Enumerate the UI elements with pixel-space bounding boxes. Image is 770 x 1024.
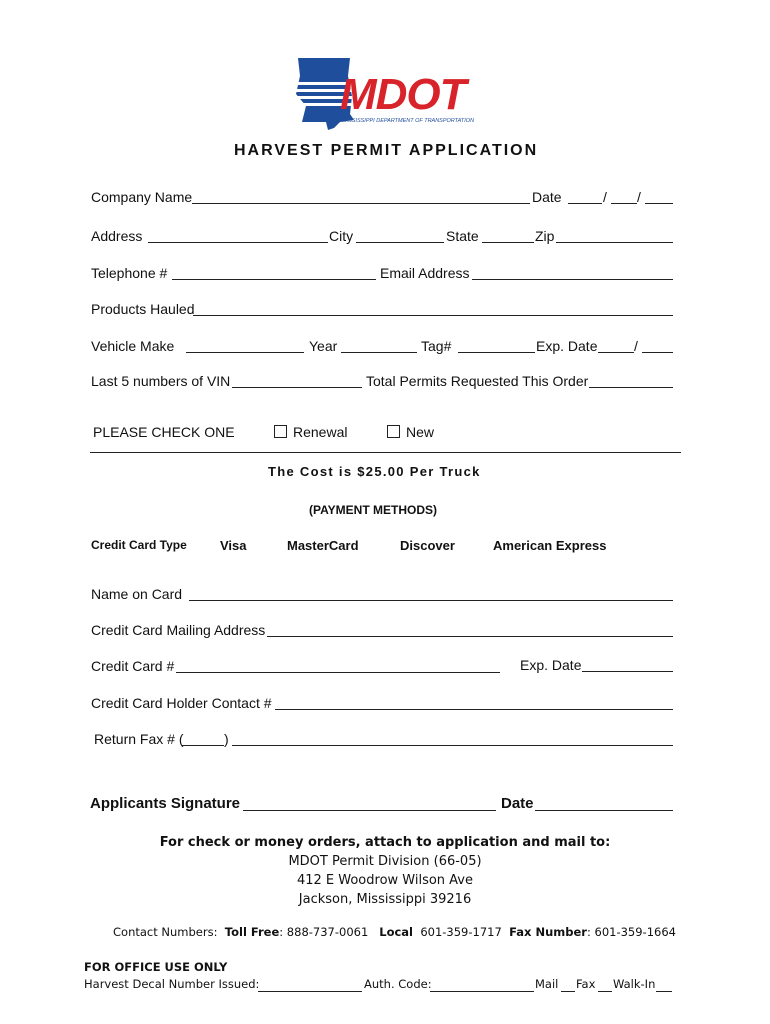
new-option[interactable] xyxy=(387,424,434,440)
vehicle-make-label: Vehicle Make xyxy=(91,338,175,354)
walkin-option-label: Walk-In xyxy=(613,977,656,991)
local-label: Local xyxy=(379,925,413,939)
mail-address-line-3: Jackson, Mississippi 39216 xyxy=(298,892,472,907)
fax-label: Fax Number xyxy=(509,925,587,939)
auth-code-label: Auth. Code: xyxy=(364,977,432,991)
office-use-heading: FOR OFFICE USE ONLY xyxy=(84,960,228,974)
walkin-option-field[interactable] xyxy=(656,991,672,992)
mail-address-line-2: 412 E Woodrow Wilson Ave xyxy=(296,873,474,888)
date-day-field[interactable] xyxy=(611,203,637,204)
vin-label: Last 5 numbers of VIN xyxy=(91,373,231,389)
card-exp-field[interactable] xyxy=(582,671,673,672)
tag-label: Tag# xyxy=(421,338,452,354)
date-slash-2: / xyxy=(637,189,641,205)
payment-methods-heading: (PAYMENT METHODS) xyxy=(309,503,438,517)
fax-option-field[interactable] xyxy=(598,991,612,992)
return-fax-field[interactable] xyxy=(232,745,673,746)
visa-option[interactable]: Visa xyxy=(220,538,247,553)
mastercard-option[interactable]: MasterCard xyxy=(287,538,359,553)
total-permits-field[interactable] xyxy=(589,387,673,388)
mdot-logo xyxy=(288,56,488,134)
return-fax-area-field[interactable] xyxy=(182,745,224,746)
signature-field[interactable] xyxy=(243,810,496,811)
date-month-field[interactable] xyxy=(568,203,602,204)
toll-free-label: Toll Free xyxy=(224,925,280,939)
mailing-address-field[interactable] xyxy=(267,636,673,637)
mail-instructions xyxy=(0,833,770,909)
auth-code-field[interactable] xyxy=(430,991,534,992)
exp-date-label: Exp. Date xyxy=(536,338,598,354)
fax-number: : 601-359-1664 xyxy=(586,925,676,939)
mailing-address-label: Credit Card Mailing Address xyxy=(91,622,266,638)
state-label: State xyxy=(446,228,479,244)
card-exp-label: Exp. Date xyxy=(520,657,582,673)
new-label: New xyxy=(406,424,435,440)
return-fax-label: Return Fax # ( xyxy=(94,731,184,747)
zip-label: Zip xyxy=(535,228,555,244)
renewal-option[interactable] xyxy=(274,424,347,440)
year-label: Year xyxy=(309,338,338,354)
exp-month-field[interactable] xyxy=(598,352,634,353)
page-title: HARVEST PERMIT APPLICATION xyxy=(234,142,539,159)
date-slash-1: / xyxy=(603,189,607,205)
signature-date-label: Date xyxy=(501,795,534,812)
products-hauled-field[interactable] xyxy=(193,315,673,316)
email-field[interactable] xyxy=(472,279,673,280)
local-number: 601-359-1717 xyxy=(420,925,502,939)
card-number-label: Credit Card # xyxy=(91,658,175,674)
telephone-label: Telephone # xyxy=(91,265,168,281)
company-name-field[interactable] xyxy=(192,203,530,204)
return-fax-close: ) xyxy=(224,731,229,747)
section-divider xyxy=(90,452,681,453)
tag-field[interactable] xyxy=(458,352,535,353)
discover-option[interactable]: Discover xyxy=(400,538,455,553)
exp-year-field[interactable] xyxy=(642,352,673,353)
year-field[interactable] xyxy=(341,352,417,353)
card-type-label: Credit Card Type xyxy=(91,538,187,552)
holder-contact-field[interactable] xyxy=(275,709,673,710)
vin-field[interactable] xyxy=(232,387,362,388)
zip-field[interactable] xyxy=(556,242,673,243)
telephone-field[interactable] xyxy=(172,279,376,280)
state-field[interactable] xyxy=(482,242,534,243)
date-label: Date xyxy=(532,189,562,205)
name-on-card-field[interactable] xyxy=(189,600,673,601)
holder-contact-label: Credit Card Holder Contact # xyxy=(91,695,272,711)
office-use-row xyxy=(84,977,684,995)
city-field[interactable] xyxy=(356,242,444,243)
decal-number-label: Harvest Decal Number Issued: xyxy=(84,977,260,991)
total-permits-label: Total Permits Requested This Order xyxy=(366,373,589,389)
exp-slash: / xyxy=(634,338,638,354)
amex-option[interactable]: American Express xyxy=(493,538,607,553)
city-label: City xyxy=(329,228,354,244)
check-one-label: PLEASE CHECK ONE xyxy=(93,424,235,440)
renewal-checkbox[interactable] xyxy=(274,425,287,438)
mail-option-field[interactable] xyxy=(561,991,575,992)
card-number-field[interactable] xyxy=(176,672,500,673)
contact-numbers xyxy=(113,925,676,939)
contact-prefix: Contact Numbers: xyxy=(113,925,218,939)
logo-wordmark: MDOT xyxy=(340,70,466,119)
new-checkbox[interactable] xyxy=(387,425,400,438)
logo-subtitle: MISSISSIPPI DEPARTMENT OF TRANSPORTATION xyxy=(342,118,475,124)
cost-text: The Cost is $25.00 Per Truck xyxy=(268,464,481,479)
signature-date-field[interactable] xyxy=(535,810,673,811)
decal-number-field[interactable] xyxy=(258,991,362,992)
address-label: Address xyxy=(91,228,143,244)
renewal-label: Renewal xyxy=(293,424,348,440)
name-on-card-label: Name on Card xyxy=(91,586,183,602)
signature-label: Applicants Signature xyxy=(90,795,241,812)
mail-instruction-text: For check or money orders, attach to application and mail to: xyxy=(159,835,611,850)
vehicle-make-field[interactable] xyxy=(186,352,304,353)
fax-option-label: Fax xyxy=(576,977,596,991)
date-year-field[interactable] xyxy=(645,203,673,204)
products-hauled-label: Products Hauled xyxy=(91,301,195,317)
mail-option-label: Mail xyxy=(535,977,559,991)
address-field[interactable] xyxy=(148,242,328,243)
mail-address-line-1: MDOT Permit Division (66-05) xyxy=(288,854,482,869)
toll-free-number: : 888-737-0061 xyxy=(279,925,369,939)
company-name-label: Company Name xyxy=(91,189,193,205)
email-label: Email Address xyxy=(380,265,470,281)
